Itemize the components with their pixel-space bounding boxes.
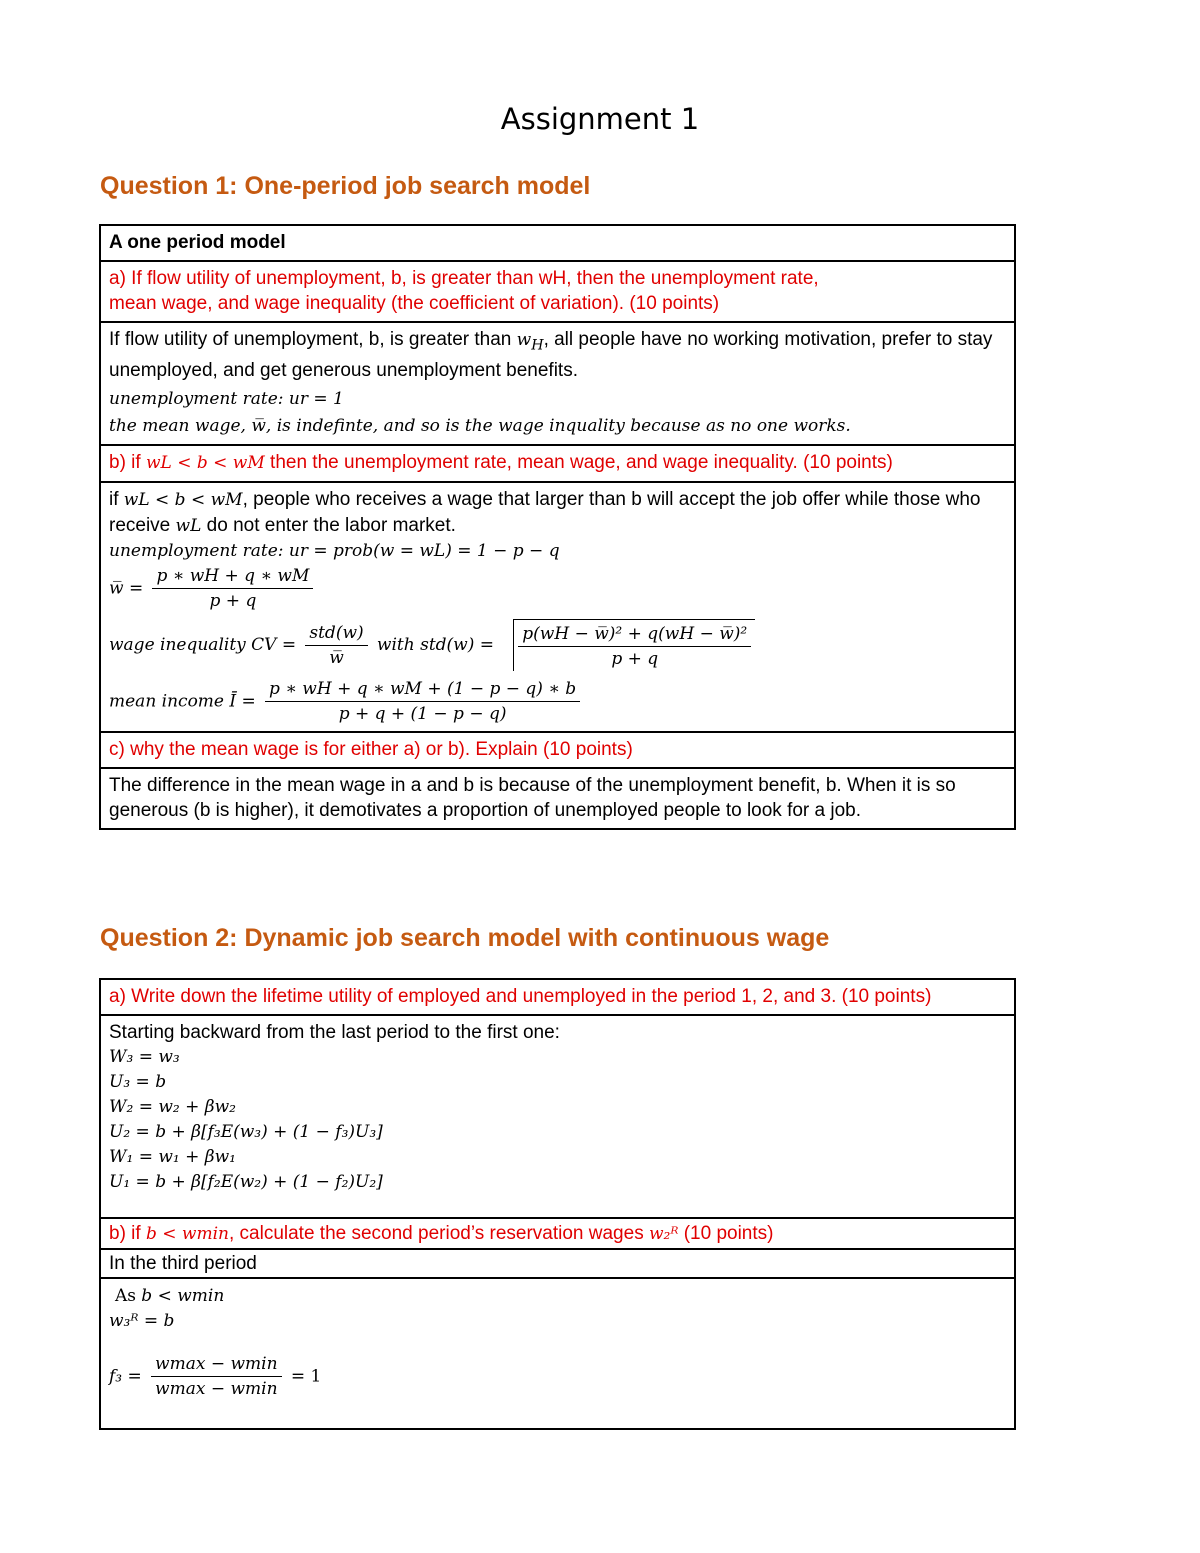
q1b-eq-wbar: [109, 564, 1006, 613]
q2b-prompt: [100, 1218, 1015, 1249]
q1b-eq-std-num: p(wH − w̅)² + q(wH − w̅)²: [518, 622, 751, 647]
q2a-answer: [100, 1015, 1015, 1218]
q1b-eq-cv: [109, 619, 1006, 671]
q1b-answer-math: wL < b < wM: [123, 490, 243, 511]
q1a-eq-ur: unemployment rate: ur = 1: [109, 389, 344, 410]
q1b-prompt-pre: b) if: [109, 452, 141, 474]
q2a-eq: U₁ = b + β[f₂E(w₂) + (1 − f₂)U₂]: [109, 1172, 383, 1192]
q1b-eq-wbar-num: p ∗ wH + q ∗ wM: [152, 564, 313, 589]
q1b-eq-wbar-lhs: w̅ =: [109, 578, 144, 599]
box-title: A one period model: [100, 225, 1015, 261]
q2b-third-period: In the third period: [100, 1249, 1015, 1278]
document-title: Assignment 1: [500, 102, 700, 136]
q1b-eq-inc-lhs: mean income Ī =: [109, 691, 256, 712]
q2b-eq-f-lhs: f₃ =: [109, 1366, 142, 1387]
q2a-eq: W₃ = w₃: [109, 1047, 180, 1067]
q2b-as: As: [115, 1286, 137, 1306]
q2b-prompt-math: b < wmin: [145, 1224, 229, 1244]
q2b-eq-f: [109, 1352, 1006, 1401]
q2b-eq-f-den: wmax − wmin: [155, 1379, 278, 1399]
q2a-eq: W₂ = w₂ + βw₂: [109, 1097, 236, 1117]
q2b-prompt-post: (10 points): [683, 1223, 774, 1244]
q1c-answer: The difference in the mean wage in a and b is because of the unemployment benefit, b. When it is so generous (b is higher), it demotivates a proportion of unemployed people to look for a job.: [100, 768, 1015, 829]
q1b-eq-cv-lhs: wage inequality CV =: [109, 635, 297, 656]
question-1-table: [99, 224, 1016, 830]
q1a-answer-post: , all people have no working motivation, prefer to stay unemployed, and get generous unemployment benefits.: [109, 329, 993, 382]
q1b-eq-inc-den: p + q + (1 − p − q): [338, 704, 507, 725]
q2a-eq: U₂ = b + β[f₃E(w₃) + (1 − f₃)U₃]: [109, 1122, 383, 1142]
q1a-answer-pre: If flow utility of unemployment, b, is greater than: [109, 329, 512, 350]
sqrt-symbol: [513, 619, 755, 671]
question-1-heading: Question 1: One-period job search model: [100, 172, 591, 200]
q1a-answer-math: $w_H$: [516, 330, 544, 354]
q2b-eq-f-num: wmax − wmin: [151, 1352, 282, 1377]
q1b-answer-pre: if: [109, 489, 119, 511]
q1b-eq-income: [109, 677, 1006, 726]
q1b-prompt-math: wL < b < wM: [145, 453, 265, 474]
q1a-eq-mean: the mean wage, w̅, is indefinte, and so is the wage inquality because as no one works.: [109, 416, 851, 437]
q2b-prompt-mid: , calculate the second period’s reservation wages: [228, 1223, 644, 1244]
q1b-eq-std-lhs: with std(w) =: [376, 635, 494, 656]
q1b-answer-mid: , people who receives a wage that larger than b will accept the job offer while those who receive: [109, 489, 981, 537]
q1b-eq-cv-den: w̅: [329, 647, 344, 668]
q2b-eq-res: w₃ᴿ = b: [109, 1311, 175, 1331]
q1a-prompt-line2: mean wage, and wage inequality (the coefficient of variation). (10 points): [109, 293, 720, 314]
q2a-eq: U₃ = b: [109, 1072, 167, 1092]
q1b-eq-std-den: p + q: [611, 649, 659, 670]
question-2-heading: Question 2: Dynamic job search model with continuous wage: [100, 924, 830, 952]
q1b-answer-post: do not enter the labor market.: [206, 515, 456, 537]
q1b-answer-math2: wL: [175, 516, 202, 537]
q2a-eq: W₁ = w₁ + βw₁: [109, 1147, 236, 1167]
q1b-eq-inc-num: p ∗ wH + q ∗ wM + (1 − p − q) ∗ b: [265, 677, 580, 702]
q1b-eq-wbar-den: p + q: [209, 591, 257, 612]
q1b-answer: [100, 482, 1015, 732]
q1b-eq-cv-num: std(w): [305, 621, 367, 646]
q1b-prompt-post: then the unemployment rate, mean wage, and wage inequality. (10 points): [270, 452, 893, 474]
question-2-table: [99, 978, 1016, 1430]
q2a-intro: Starting backward from the last period to the first one:: [109, 1022, 560, 1043]
q1a-answer: [100, 322, 1015, 445]
q2a-prompt: a) Write down the lifetime utility of employed and unemployed in the period 1, 2, and 3. (10 points): [100, 979, 1015, 1015]
q1c-prompt: c) why the mean wage is for either a) or b). Explain (10 points): [100, 732, 1015, 768]
q1a-prompt-line1: a) If flow utility of unemployment, b, is greater than wH, then the unemployment rate,: [109, 268, 819, 289]
q2b-answer: [100, 1278, 1015, 1429]
q1b-prompt: [100, 445, 1015, 482]
q1a-prompt: [100, 261, 1015, 322]
q1b-eq-ur: unemployment rate: ur = prob(w = wL) = 1 − p − q: [109, 541, 560, 562]
q2b-eq-f-rhs: = 1: [290, 1366, 322, 1387]
q2b-as-math: b < wmin: [141, 1286, 225, 1306]
q2b-prompt-math2: w₂ᴿ: [648, 1224, 679, 1244]
q2b-prompt-pre: b) if: [109, 1223, 141, 1244]
